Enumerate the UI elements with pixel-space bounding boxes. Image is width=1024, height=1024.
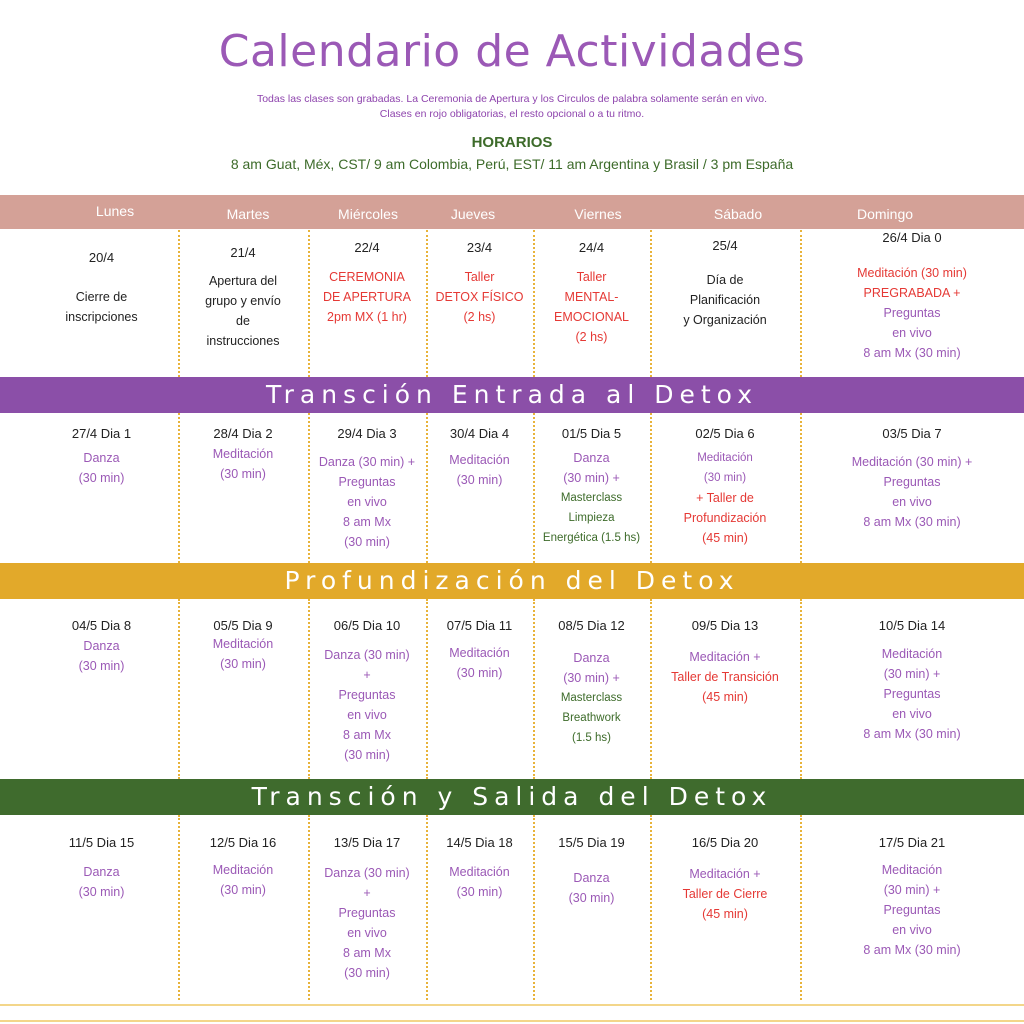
activity-line: (30 min) bbox=[456, 666, 503, 680]
activity-line: Meditación + bbox=[689, 867, 761, 881]
day-date: 17/5 Dia 21 bbox=[878, 835, 946, 850]
activity-line: Profundización bbox=[683, 511, 767, 525]
day-date: 26/4 Dia 0 bbox=[882, 230, 942, 245]
day-cell-martes bbox=[178, 616, 308, 671]
day-date: 27/4 Dia 1 bbox=[71, 426, 132, 441]
activity-line: (30 min) bbox=[568, 891, 615, 905]
day-activities bbox=[533, 448, 650, 548]
activity-line: (30 min) bbox=[78, 471, 125, 485]
activity-line: Preguntas bbox=[883, 475, 941, 489]
day-cell-viernes bbox=[533, 424, 650, 544]
day-date: 11/5 Dia 15 bbox=[68, 835, 135, 850]
activity-line: Taller de Transición bbox=[671, 670, 779, 684]
day-header-domingo: Domingo bbox=[856, 206, 914, 222]
activity-line: 8 am Mx bbox=[343, 515, 391, 529]
activity-line: 8 am Mx (30 min) bbox=[863, 346, 961, 360]
activity-line: (30 min) + bbox=[563, 471, 620, 485]
activity-line: (30 min) bbox=[344, 966, 390, 980]
day-cell-sabado bbox=[650, 424, 800, 545]
activity-line: (30 min) + bbox=[563, 671, 620, 685]
activity-line: 8 am Mx (30 min) bbox=[863, 727, 961, 741]
activity-line: DETOX FÍSICO bbox=[435, 290, 524, 304]
activity-line: + Taller de bbox=[696, 491, 754, 505]
activity-line: inscripciones bbox=[65, 310, 138, 324]
day-date: 01/5 Dia 5 bbox=[561, 426, 622, 441]
day-header-miercoles: Miércoles bbox=[338, 206, 398, 222]
day-date: 24/4 bbox=[578, 240, 605, 255]
day-activities bbox=[308, 645, 426, 765]
activity-line: + bbox=[363, 886, 371, 900]
day-header-viernes: Viernes bbox=[574, 206, 622, 222]
day-date: 03/5 Dia 7 bbox=[882, 426, 942, 441]
activity-line: Meditación bbox=[212, 447, 274, 461]
activity-line: en vivo bbox=[892, 707, 932, 721]
activity-line: Taller de Cierre bbox=[682, 887, 768, 901]
day-cell-martes bbox=[178, 833, 308, 897]
day-cell-domingo bbox=[800, 833, 1024, 957]
day-date: 05/5 Dia 9 bbox=[213, 618, 273, 633]
day-cell-jueves bbox=[426, 833, 533, 899]
day-activities bbox=[426, 267, 533, 327]
day-activities bbox=[533, 868, 650, 908]
activity-line: Preguntas bbox=[883, 306, 941, 320]
day-date: 06/5 Dia 10 bbox=[333, 618, 401, 633]
activity-line: Preguntas bbox=[338, 688, 396, 702]
day-activities bbox=[25, 636, 178, 676]
day-header-jueves: Jueves bbox=[450, 206, 496, 222]
day-date: 08/5 Dia 12 bbox=[558, 618, 625, 633]
activity-line: y Organización bbox=[683, 313, 767, 327]
day-date: 21/4 bbox=[230, 245, 256, 260]
day-cell-sabado bbox=[650, 833, 800, 921]
day-activities bbox=[178, 444, 308, 484]
activity-line: Danza bbox=[573, 871, 610, 885]
activity-line: Taller bbox=[576, 270, 607, 284]
activity-line: + bbox=[363, 668, 371, 682]
activity-line: (2 hs) bbox=[463, 310, 496, 324]
activity-line: CEREMONIA bbox=[329, 270, 405, 284]
day-date: 20/4 bbox=[88, 250, 115, 265]
day-date: 04/5 Dia 8 bbox=[71, 618, 132, 633]
day-date: 28/4 Dia 2 bbox=[213, 426, 273, 441]
day-date: 25/4 bbox=[712, 238, 738, 253]
activity-line: Meditación (30 min) + bbox=[851, 455, 973, 469]
activity-line: 8 am Mx bbox=[343, 728, 391, 742]
day-activities bbox=[308, 452, 426, 552]
activity-line: (45 min) bbox=[702, 907, 748, 921]
activity-line: Meditación bbox=[212, 863, 274, 877]
day-date: 22/4 bbox=[354, 240, 380, 255]
day-activities bbox=[25, 287, 178, 327]
day-activities bbox=[800, 452, 1024, 532]
day-header-sabado: Sábado bbox=[713, 206, 763, 222]
day-activities bbox=[650, 647, 800, 707]
activity-line: Breathwork bbox=[562, 712, 621, 724]
activity-line: (30 min) bbox=[344, 748, 390, 762]
weekday-header bbox=[0, 195, 1024, 229]
phase-band-salida: Transción y Salida del Detox bbox=[0, 779, 1024, 815]
activity-line: Danza bbox=[573, 651, 610, 665]
activity-line: Masterclass bbox=[560, 692, 623, 704]
activity-line: MENTAL- bbox=[564, 290, 619, 304]
activity-line: Meditación bbox=[449, 453, 510, 467]
day-activities bbox=[426, 643, 533, 683]
day-cell-domingo bbox=[800, 424, 1024, 529]
day-activities bbox=[533, 648, 650, 748]
activity-line: Meditación bbox=[881, 647, 943, 661]
day-activities bbox=[178, 271, 308, 351]
day-activities bbox=[178, 634, 308, 674]
activity-line: en vivo bbox=[347, 708, 387, 722]
day-activities bbox=[25, 862, 178, 902]
day-cell-martes bbox=[178, 424, 308, 481]
activity-line: (30 min) bbox=[220, 467, 266, 481]
day-cell-domingo bbox=[800, 228, 1024, 360]
activity-line: en vivo bbox=[347, 495, 387, 509]
day-activities bbox=[800, 644, 1024, 744]
activity-line: en vivo bbox=[347, 926, 387, 940]
activity-line: (30 min) + bbox=[883, 667, 941, 681]
day-activities bbox=[308, 863, 426, 983]
day-date: 16/5 Dia 20 bbox=[691, 835, 759, 850]
day-cell-domingo bbox=[800, 616, 1024, 741]
day-cell-viernes bbox=[533, 616, 650, 744]
day-cell-miercoles bbox=[308, 833, 426, 980]
activity-line: Danza bbox=[83, 639, 120, 653]
activity-line: 8 am Mx (30 min) bbox=[863, 943, 961, 957]
day-date: 10/5 Dia 14 bbox=[878, 618, 946, 633]
activity-line: Apertura del bbox=[208, 274, 278, 288]
phase-band-profundizacion: Profundización del Detox bbox=[0, 563, 1024, 599]
activity-line: Preguntas bbox=[338, 475, 396, 489]
day-cell-miercoles bbox=[308, 238, 426, 324]
activity-line: Limpieza bbox=[568, 512, 615, 524]
day-date: 09/5 Dia 13 bbox=[691, 618, 759, 633]
activity-line: Preguntas bbox=[883, 903, 941, 917]
activity-line: Masterclass bbox=[560, 492, 623, 504]
activity-line: Preguntas bbox=[883, 687, 941, 701]
bottom-rule-2 bbox=[0, 1020, 1024, 1022]
day-activities bbox=[650, 864, 800, 924]
activity-line: EMOCIONAL bbox=[553, 310, 629, 324]
activity-line: Preguntas bbox=[338, 906, 396, 920]
activity-line: Danza bbox=[83, 451, 120, 465]
day-activities bbox=[25, 448, 178, 488]
activity-line: Planificación bbox=[689, 293, 761, 307]
activity-line: Meditación bbox=[697, 452, 753, 464]
day-date: 13/5 Dia 17 bbox=[333, 835, 401, 850]
activity-line: Meditación bbox=[449, 865, 510, 879]
activity-line: Meditación (30 min) bbox=[857, 266, 967, 280]
activity-line: (2 hs) bbox=[575, 330, 608, 344]
activity-line: (45 min) bbox=[702, 690, 748, 704]
day-activities bbox=[800, 860, 1024, 960]
bottom-rule-1 bbox=[0, 1004, 1024, 1006]
activity-line: Meditación bbox=[449, 646, 510, 660]
day-cell-jueves bbox=[426, 616, 533, 680]
day-cell-miercoles bbox=[308, 616, 426, 762]
activity-line: (30 min) bbox=[220, 657, 266, 671]
day-cell-viernes bbox=[533, 833, 650, 905]
day-date: 30/4 Dia 4 bbox=[449, 426, 510, 441]
day-activities bbox=[650, 448, 800, 548]
activity-line: (1.5 hs) bbox=[572, 732, 611, 744]
day-activities bbox=[426, 450, 533, 490]
day-date: 02/5 Dia 6 bbox=[695, 426, 755, 441]
activity-line: Meditación + bbox=[689, 650, 761, 664]
day-cell-lunes bbox=[25, 616, 178, 673]
activity-line: (30 min) bbox=[456, 885, 503, 899]
activity-line: Danza bbox=[83, 865, 120, 879]
activity-line: (30 min) bbox=[456, 473, 503, 487]
activity-line: en vivo bbox=[892, 495, 932, 509]
day-activities bbox=[308, 267, 426, 327]
activity-line: (30 min) bbox=[703, 472, 747, 484]
note-line-2: Clases en rojo obligatorias, el resto opcional o a tu ritmo. bbox=[379, 108, 645, 120]
activity-line: (30 min) bbox=[78, 885, 125, 899]
day-date: 29/4 Dia 3 bbox=[337, 426, 397, 441]
activity-line: 2pm MX (1 hr) bbox=[327, 310, 407, 324]
day-cell-jueves bbox=[426, 238, 533, 324]
day-cell-sabado bbox=[650, 616, 800, 704]
note-line-1: Todas las clases son grabadas. La Ceremonia de Apertura y los Circulos de palabra solamente serán en vivo. bbox=[256, 93, 768, 105]
day-date: 12/5 Dia 16 bbox=[209, 835, 277, 850]
day-cell-lunes bbox=[25, 248, 178, 324]
activity-line: Danza (30 min) bbox=[324, 648, 410, 662]
day-cell-sabado bbox=[650, 236, 800, 327]
activity-line: (30 min) bbox=[78, 659, 125, 673]
activity-line: de bbox=[236, 314, 250, 328]
day-activities bbox=[800, 263, 1024, 363]
day-date: 23/4 bbox=[466, 240, 493, 255]
activity-line: DE APERTURA bbox=[323, 290, 411, 304]
day-activities bbox=[426, 862, 533, 902]
activity-line: (30 min) bbox=[220, 883, 266, 897]
day-header-lunes: Lunes bbox=[95, 203, 135, 219]
activity-line: PREGRABADA + bbox=[863, 286, 961, 300]
activity-line: Danza bbox=[573, 451, 610, 465]
day-cell-jueves bbox=[426, 424, 533, 487]
day-cell-lunes bbox=[25, 424, 178, 485]
activity-line: 8 am Mx bbox=[343, 946, 391, 960]
day-cell-viernes bbox=[533, 238, 650, 344]
activity-line: Danza (30 min) + bbox=[318, 455, 416, 469]
activity-line: Meditación bbox=[881, 863, 943, 877]
day-activities bbox=[533, 267, 650, 347]
activity-line: Día de bbox=[706, 273, 744, 287]
activity-line: en vivo bbox=[892, 326, 932, 340]
activity-line: instrucciones bbox=[206, 334, 280, 348]
day-header-martes: Martes bbox=[226, 206, 270, 222]
activity-line: en vivo bbox=[892, 923, 932, 937]
activity-line: Danza (30 min) bbox=[324, 866, 410, 880]
phase-band-entrada: Transción Entrada al Detox bbox=[0, 377, 1024, 413]
day-date: 15/5 Dia 19 bbox=[558, 835, 625, 850]
activity-line: (30 min) bbox=[344, 535, 390, 549]
horarios-line: 8 am Guat, Méx, CST/ 9 am Colombia, Perú, EST/ 11 am Argentina y Brasil / 3 pm España bbox=[230, 156, 794, 172]
day-activities bbox=[178, 860, 308, 900]
activity-line: (45 min) bbox=[702, 531, 748, 545]
day-cell-miercoles bbox=[308, 424, 426, 549]
page-title: Calendario de Actividades bbox=[218, 26, 806, 77]
day-date: 07/5 Dia 11 bbox=[446, 618, 513, 633]
horarios-title: HORARIOS bbox=[471, 134, 553, 151]
day-cell-lunes bbox=[25, 833, 178, 899]
day-activities bbox=[650, 270, 800, 330]
activity-line: Cierre de bbox=[75, 290, 128, 304]
activity-line: (30 min) + bbox=[883, 883, 941, 897]
activity-line: grupo y envío bbox=[205, 294, 281, 308]
activity-line: Meditación bbox=[212, 637, 274, 651]
activity-line: 8 am Mx (30 min) bbox=[863, 515, 961, 529]
activity-line: Energética (1.5 hs) bbox=[542, 532, 641, 544]
day-date: 14/5 Dia 18 bbox=[446, 835, 513, 850]
day-cell-martes bbox=[178, 243, 308, 348]
activity-line: Taller bbox=[464, 270, 495, 284]
